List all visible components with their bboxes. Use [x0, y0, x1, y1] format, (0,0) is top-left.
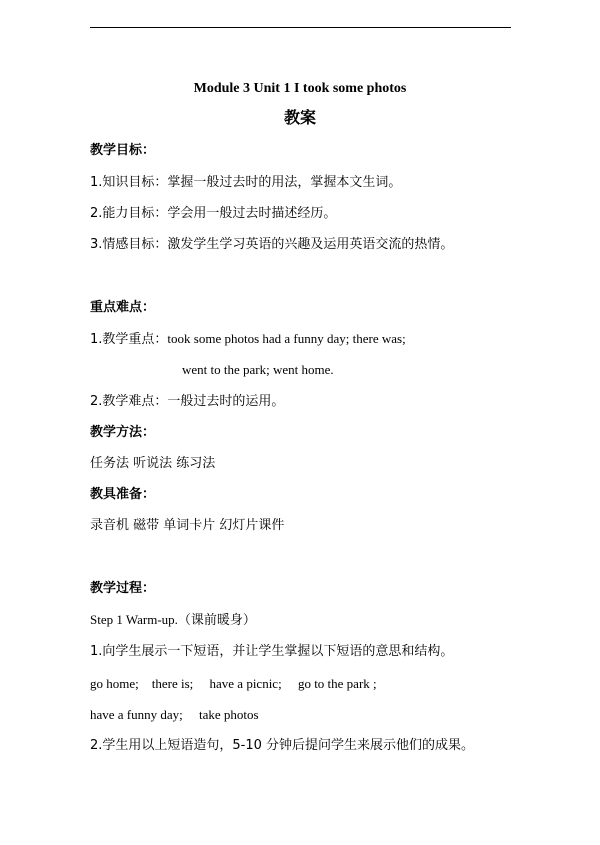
key-point-text: took some photos had a funny day; there was;	[167, 331, 406, 346]
step1-title	[90, 612, 256, 629]
key-point-item-1	[90, 331, 406, 348]
goal-item-ability: 2.能力目标：学会用一般过去时描述经历。	[90, 206, 337, 221]
goals-heading: 教学目标：	[90, 143, 156, 158]
goal-item-knowledge: 1.知识目标：掌握一般过去时的用法，掌握本文生词。	[90, 175, 402, 190]
page-subtitle: 教案	[283, 110, 316, 127]
key-point-label: 1.教学重点：	[90, 332, 168, 347]
step1-item-1: 1.向学生展示一下短语，并让学生掌握以下短语的意思和结构。	[90, 644, 454, 659]
key-point-continuation: went to the park; went home.	[182, 362, 334, 377]
phrases-line-2: have a funny day; take photos	[90, 707, 259, 722]
methods-heading: 教学方法：	[90, 425, 156, 440]
methods-text: 任务法 听说法 练习法	[90, 456, 216, 471]
phrases-line-1: go home; there is; have a picnic; go to the park ;	[90, 676, 377, 691]
goal-item-emotion: 3.情感目标：激发学生学习英语的兴趣及运用英语交流的热情。	[90, 237, 454, 252]
tools-heading: 教具准备：	[90, 487, 156, 502]
header-rule	[90, 27, 511, 28]
key-point-item-2: 2.教学难点：一般过去时的运用。	[90, 394, 285, 409]
tools-text: 录音机 磁带 单词卡片 幻灯片课件	[90, 518, 285, 533]
step1-item-2: 2.学生用以上短语造句，5-10 分钟后提问学生来展示他们的成果。	[90, 738, 475, 753]
step1-title-text: Step 1 Warm-up.（课前暖身）	[90, 612, 256, 627]
key-points-heading: 重点难点：	[90, 300, 156, 315]
page-title: Module 3 Unit 1 I took some photos	[193, 81, 407, 96]
process-heading: 教学过程：	[90, 581, 156, 596]
